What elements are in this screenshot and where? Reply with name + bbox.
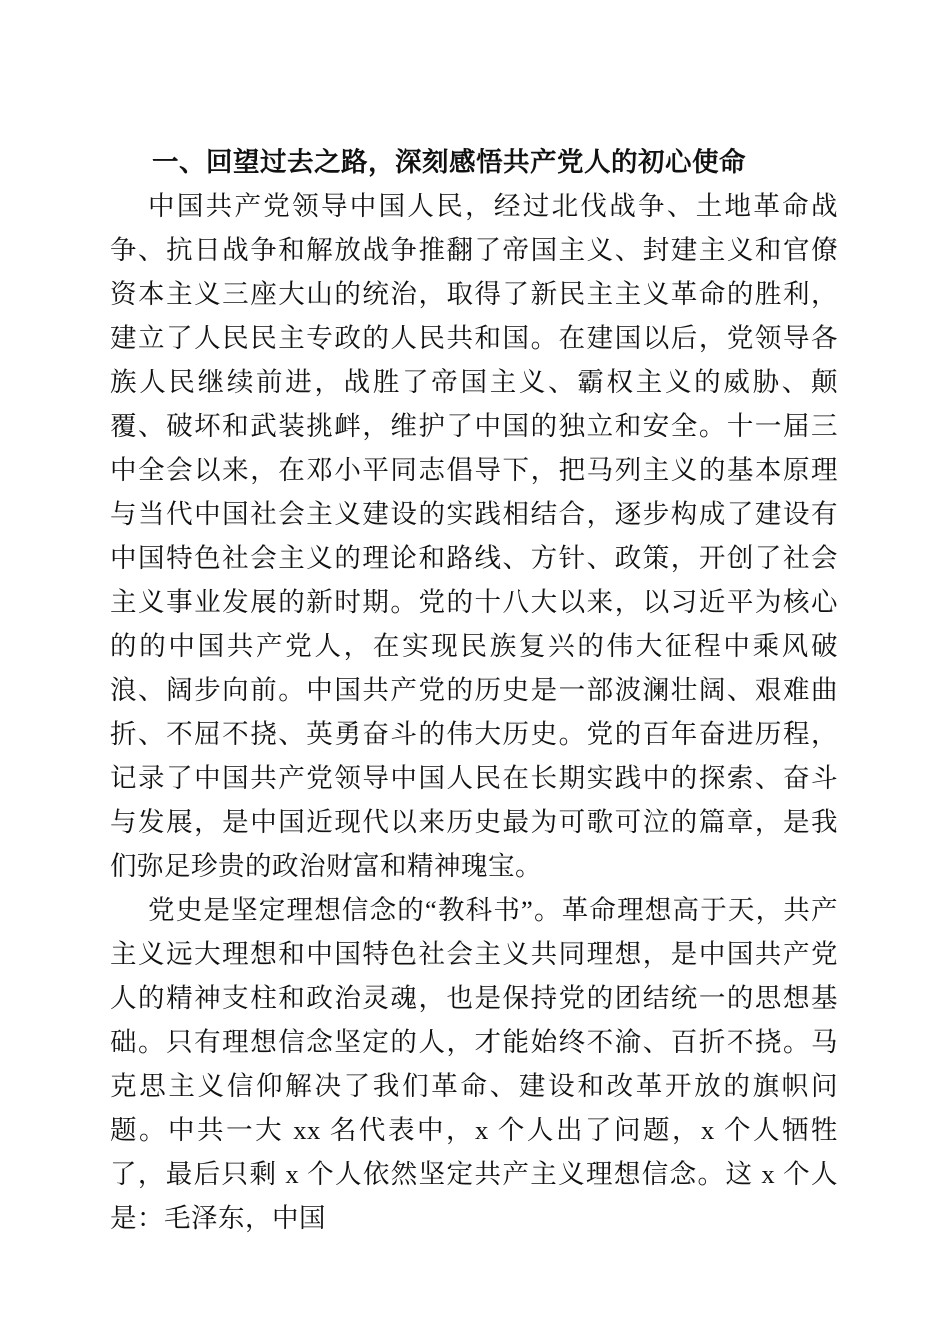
paragraph-ideals-textbook: 党史是坚定理想信念的“教科书”。革命理想高于天，共产主义远大理想和中国特色社会主义共同理想，是中国共产党人的精神支柱和政治灵魂，也是保持党的团结统一的思想基础。只有理想信念坚定的人，才能始终不渝、百折不挠。马克思主义信仰解决了我们革命、建设和改革开放的旗帜问题。中共一大 xx 名代表中，x 个人出了问题，x 个人牺牲了，最后只剩 x 个人依然坚定共产主义理想信念。这 x 个人是：毛泽东，中国: [110, 895, 838, 1233]
paragraph-history-review: 中国共产党领导中国人民，经过北伐战争、土地革命战争、抗日战争和解放战争推翻了帝国主义、封建主义和官僚资本主义三座大山的统治，取得了新民主主义革命的胜利，建立了人民民主专政的人民共和国。在建国以后，党领导各族人民继续前进，战胜了帝国主义、霸权主义的威胁、颠覆、破坏和武装挑衅，维护了中国的独立和安全。十一届三中全会以来，在邓小平同志倡导下，把马列主义的基本原理与当代中国社会主义建设的实践相结合，逐步构成了建设有中国特色社会主义的理论和路线、方针、政策，开创了社会主义事业发展的新时期。党的十八大以来，以习近平为核心的的中国共产党人，在实现民族复兴的伟大征程中乘风破浪、阔步向前。中国共产党的历史是一部波澜壮阔、艰难曲折、不屈不挠、英勇奋斗的伟大历史。党的百年奋进历程，记录了中国共产党领导中国人民在长期实践中的探索、奋斗与发展，是中国近现代以来历史最为可歌可泣的篇章，是我们弥足珍贵的政治财富和精神瑰宝。: [110, 191, 838, 881]
section-heading: 一、回望过去之路，深刻感悟共产党人的初心使命: [152, 147, 746, 177]
